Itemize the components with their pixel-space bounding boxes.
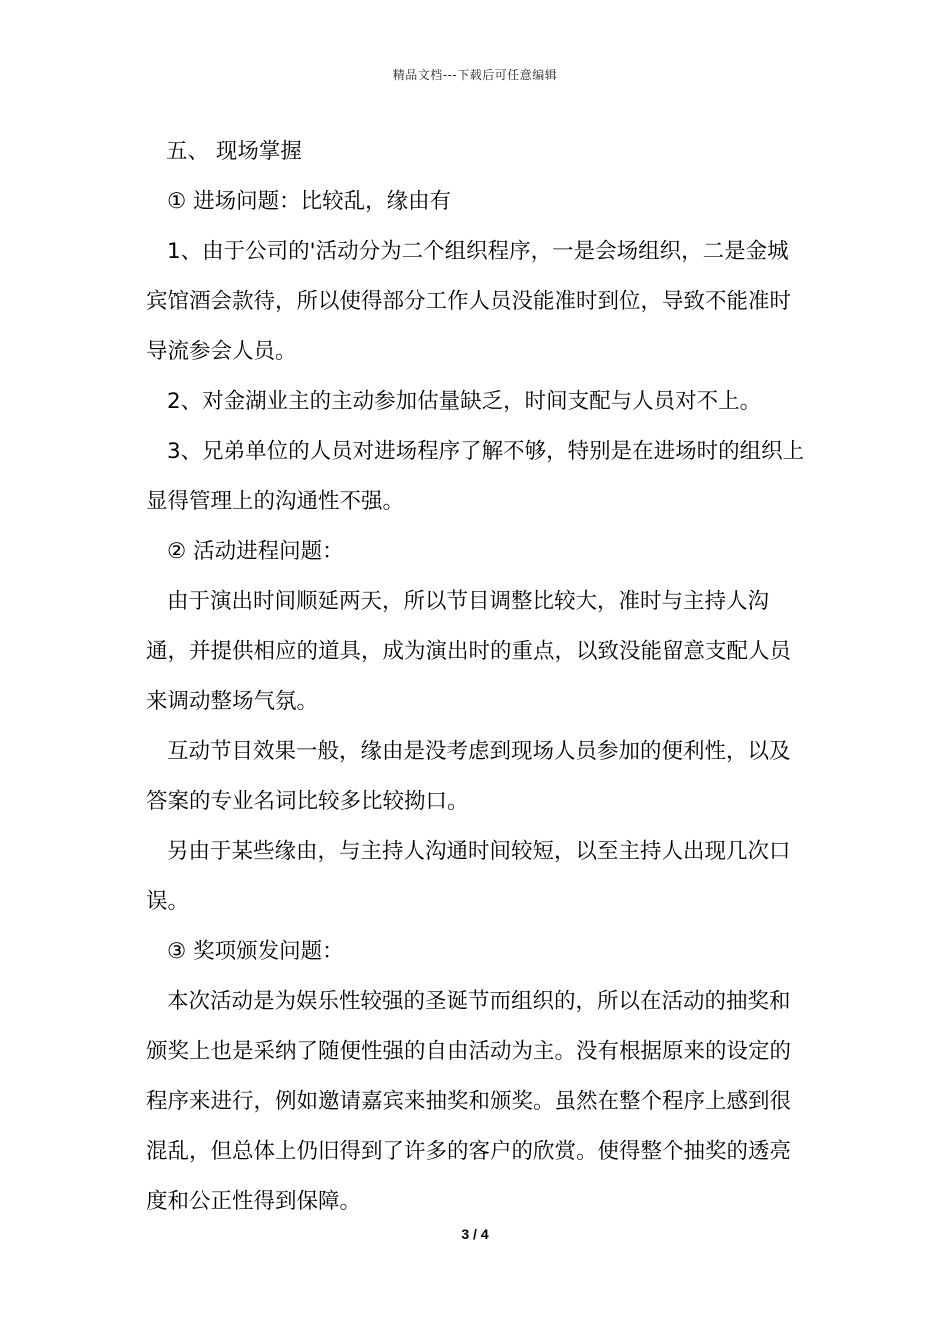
subsection-heading: ① 进场问题：比较乱，缘由有 (167, 189, 452, 214)
body-paragraph: 由于演出时间顺延两天，所以节目调整比较大，准时与主持人沟通，并提供相应的道具，成为演出时的重点，以致没能留意支配人员来调动整场气氛。 (146, 589, 792, 714)
subsection-heading: ② 活动进程问题： (167, 539, 344, 564)
subsection-heading: ③ 奖项颁发问题： (167, 939, 344, 964)
body-paragraph: 本次活动是为娱乐性较强的圣诞节而组织的，所以在活动的抽奖和颁奖上也是采纳了随便性强的自由活动为主。没有根据原来的设定的程序来进行，例如邀请嘉宾来抽奖和颁奖。虽然在整个程序上感到很混乱，但总体上仍旧得到了许多的客户的欣赏。使得整个抽奖的透亮度和公正性得到保障。 (146, 989, 792, 1214)
page-number: 3 / 4 (461, 1226, 489, 1242)
section-heading: 五、 现场掌握 (166, 139, 302, 164)
body-paragraph: 另由于某些缘由，与主持人沟通时间较短，以至主持人出现几次口误。 (146, 839, 791, 914)
body-paragraph: 互动节目效果一般，缘由是没考虑到现场人员参加的便利性，以及答案的专业名词比较多比较拗口。 (146, 739, 791, 814)
body-paragraph: 2、对金湖业主的主动参加估量缺乏，时间支配与人员对不上。 (167, 389, 762, 414)
page-header: 精品文档---下载后可任意编辑 (392, 68, 558, 82)
body-paragraph: 1、由于公司的'活动分为二个组织程序，一是会场组织，二是金城宾馆酒会款待，所以使得部分工作人员没能准时到位，导致不能准时导流参会人员。 (146, 239, 792, 364)
document-body (146, 127, 808, 1227)
body-paragraph: 3、兄弟单位的人员对进场程序了解不够，特别是在进场时的组织上显得管理上的沟通性不强。 (146, 439, 805, 514)
